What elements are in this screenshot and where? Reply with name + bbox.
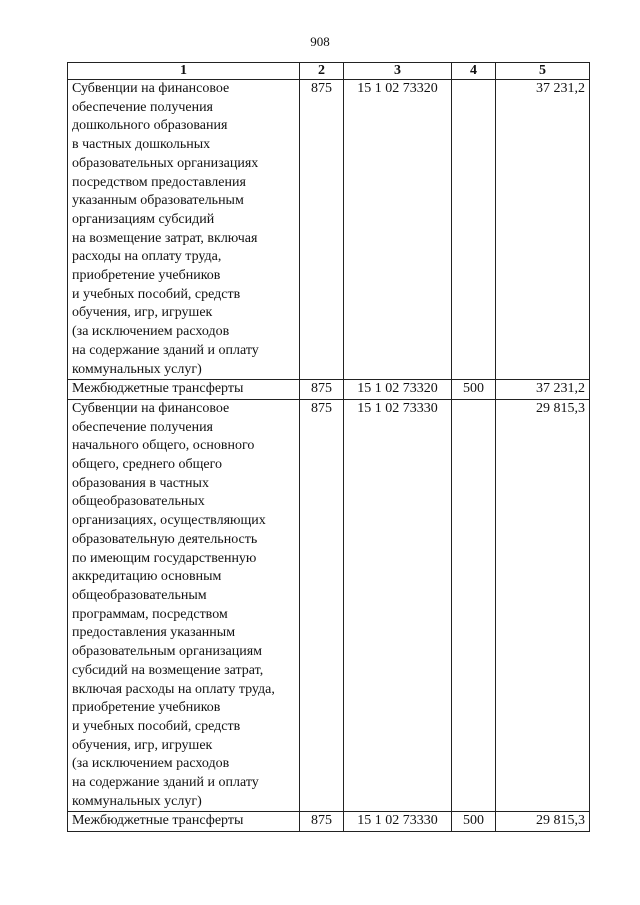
row-name: Межбюджетные трансферты — [68, 380, 300, 400]
page-number: 908 — [310, 34, 330, 49]
table-row — [68, 399, 590, 811]
table-header — [68, 63, 590, 80]
table-row — [68, 380, 590, 400]
row-code: 875 — [300, 80, 344, 380]
row-code: 875 — [300, 399, 344, 811]
row-type — [452, 399, 496, 811]
header-col-1: 1 — [68, 63, 300, 80]
header-col-3: 3 — [344, 63, 452, 80]
row-amount: 37 231,2 — [496, 80, 590, 380]
header-row — [68, 63, 590, 80]
row-target: 15 1 02 73330 — [344, 812, 452, 832]
row-type: 500 — [452, 812, 496, 832]
header-col-5: 5 — [496, 63, 590, 80]
row-name: Субвенции на финансовое обеспечение получения дошкольного образования в частных дошкольных образовательных организациях посредством предоставления указанным образовательным организациям субсидий на возмещение затрат, включая расходы на оплату труда, приобретение учебников и учебных пособий, средств обучения, игр, игрушек (за исключением расходов на содержание зданий и оплату коммунальных услуг) — [68, 80, 300, 380]
row-name: Субвенции на финансовое обеспечение получения начального общего, основного общего, среднего общего образования в частных общеобразовательных организациях, осуществляющих образовательную деятельность по имеющим государственную аккредитацию основным общеобразовательным программам, посредством предоставления указанным образовательным организациям субсидий на возмещение затрат, включая расходы на оплату труда, приобретение учебников и учебных пособий, средств обучения, игр, игрушек (за исключением расходов на содержание зданий и оплату коммунальных услуг) — [68, 399, 300, 811]
table-row — [68, 812, 590, 832]
row-target: 15 1 02 73320 — [344, 380, 452, 400]
budget-table — [67, 62, 590, 832]
row-type — [452, 80, 496, 380]
row-type: 500 — [452, 380, 496, 400]
row-target: 15 1 02 73320 — [344, 80, 452, 380]
table-row — [68, 80, 590, 380]
row-amount: 29 815,3 — [496, 812, 590, 832]
row-amount: 37 231,2 — [496, 380, 590, 400]
header-col-4: 4 — [452, 63, 496, 80]
row-amount: 29 815,3 — [496, 399, 590, 811]
header-col-2: 2 — [300, 63, 344, 80]
row-name: Межбюджетные трансферты — [68, 812, 300, 832]
row-code: 875 — [300, 380, 344, 400]
table-body — [68, 80, 590, 832]
row-code: 875 — [300, 812, 344, 832]
row-target: 15 1 02 73330 — [344, 399, 452, 811]
